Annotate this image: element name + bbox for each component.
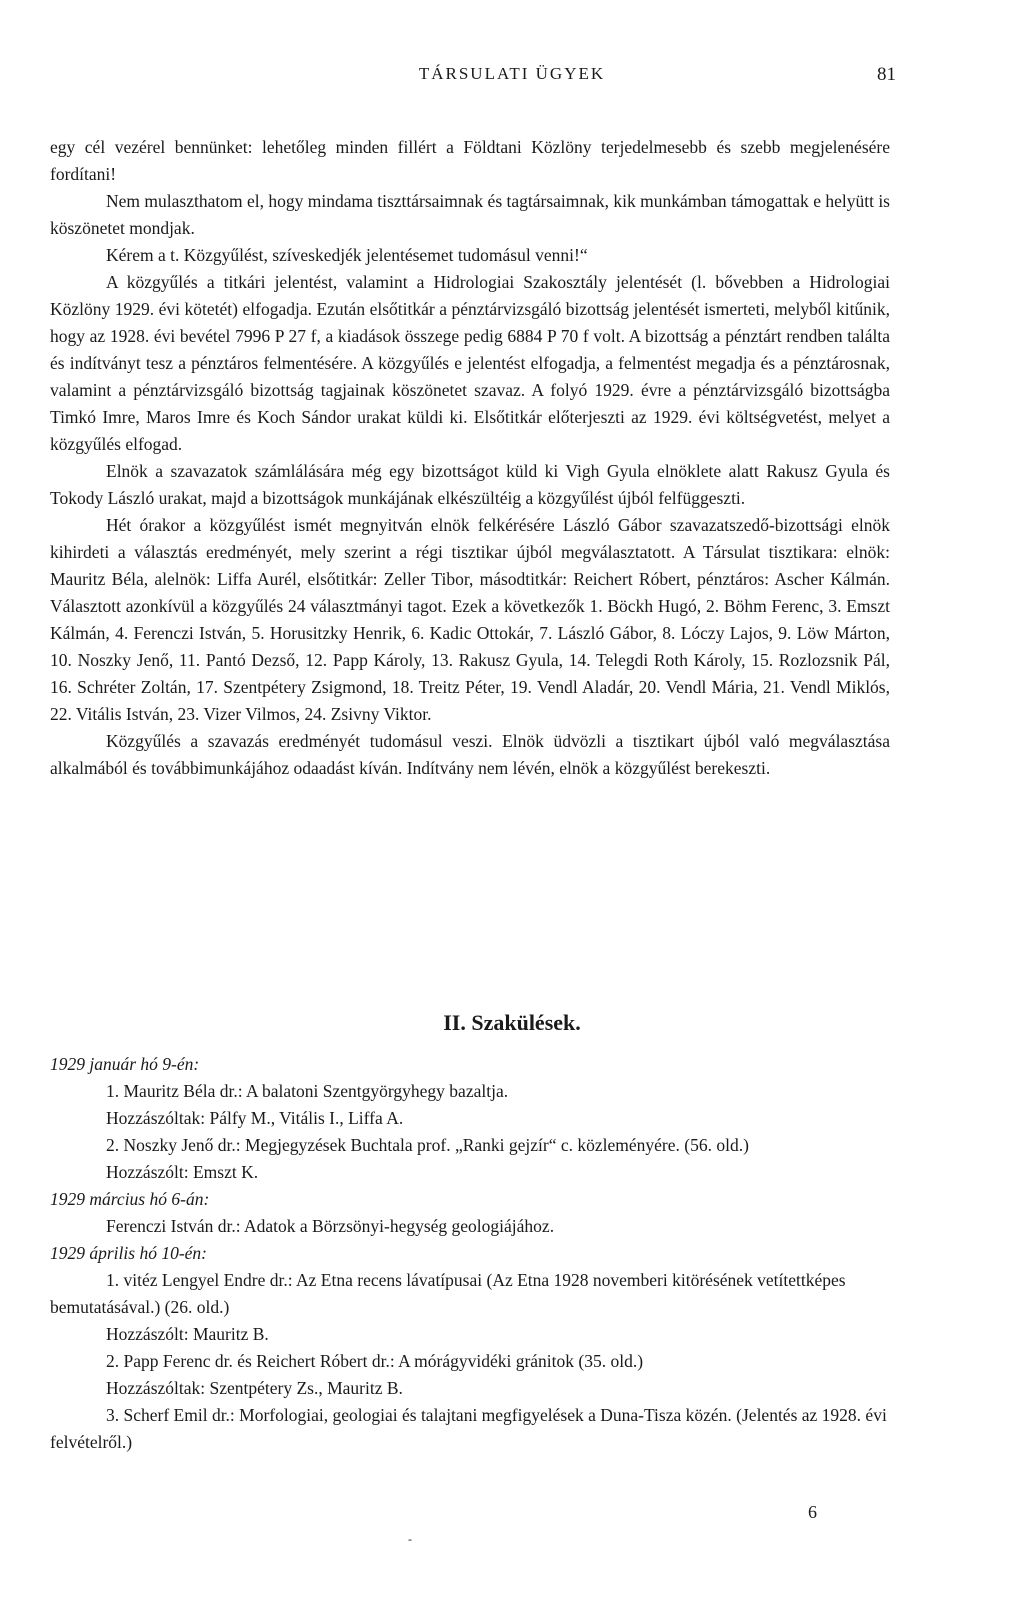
session-item: 1. vitéz Lengyel Endre dr.: Az Etna recens lávatípusai (Az Etna 1928 novemberi kitörésének vetítettképes bemutatásával.) (26. old.) [50,1270,846,1317]
signature-folio: 6 [808,1502,817,1522]
paragraph: A közgyűlés a titkári jelentést, valamint a Hidrologiai Szakosztály jelentését (l. bővebben a Hidrologiai Közlöny 1929. évi kötetét) elfogadja. Ezután elsőtitkár a pénztárvizsgáló bizottság jelentését ismerteti, melyből kitűnik, hogy az 1928. évi bevétel 7996 P 27 f, a kiadások összege pedig 6884 P 70 f volt. A bizottság a pénztárt rendben találta és indítványt tesz a pénztáros felmentésére. A közgyűlés e jelentést elfogadja, a felmentést megadja és a pénztárosnak, valamint a pénztárvizsgáló bizottság tagjainak köszönetet szavaz. A folyó 1929. évre a pénztárvizsgáló bizottságba Timkó Imre, Maros Imre és Koch Sándor urakat küldi ki. Elsőtitkár előterjeszti az 1929. évi költségvetést, melyet a közgyűlés elfogad. [50,272,890,454]
session-item: Hozzászólt: Mauritz B. [106,1324,269,1344]
paragraph: egy cél vezérel bennünket: lehetőleg minden fillért a Földtani Közlöny terjedelmesebb és szebb megjelenésére fordítani! [50,137,890,184]
session-list [50,1051,890,1456]
session-item: Hozzászólt: Emszt K. [106,1162,259,1182]
printer-mark: - [408,1532,412,1546]
session-date: 1929 április hó 10-én: [50,1243,208,1263]
session-item: Ferenczi István dr.: Adatok a Börzsönyi-hegység geologiájához. [106,1216,555,1236]
running-header: TÁRSULATI ÜGYEK [418,64,606,83]
session-item: Hozzászóltak: Szentpétery Zs., Mauritz B. [106,1378,403,1398]
session-item: 2. Noszky Jenő dr.: Megjegyzések Buchtala prof. „Ranki gejzír“ c. közleményére. (56. old.) [106,1135,749,1155]
session-date: 1929 január hó 9-én: [50,1054,200,1074]
paragraph: Közgyűlés a szavazás eredményét tudomásul veszi. Elnök üdvözli a tisztikart újból való megválasztása alkalmából és továbbimunkájához odaadást kíván. Indítvány nem lévén, elnök a közgyűlést berekeszti. [50,731,890,778]
body-text [50,134,890,782]
section-heading: II. Szakülések. [443,1010,581,1035]
session-item: Hozzászóltak: Pálfy M., Vitális I., Liffa A. [106,1108,404,1128]
paragraph: Hét órakor a közgyűlést ismét megnyitván elnök felkérésére László Gábor szavazatszedő-bizottsági elnök kihirdeti a választás eredményét, mely szerint a régi tisztikar újból megválasztatott. A Társulat tisztikara: elnök: Mauritz Béla, alelnök: Liffa Aurél, elsőtitkár: Zeller Tibor, másodtitkár: Reichert Róbert, pénztáros: Ascher Kálmán. Választott azonkívül a közgyűlés 24 választmányi tagot. Ezek a következők 1. Böckh Hugó, 2. Böhm Ferenc, 3. Emszt Kálmán, 4. Ferenczi István, 5. Horusitzky Henrik, 6. Kadic Ottokár, 7. László Gábor, 8. Lóczy Lajos, 9. Löw Márton, 10. Noszky Jenő, 11. Pantó Dezső, 12. Papp Károly, 13. Rakusz Gyula, 14. Telegdi Roth Károly, 15. Rozlozsnik Pál, 16. Schréter Zoltán, 17. Szentpétery Zsigmond, 18. Treitz Péter, 19. Vendl Aladár, 20. Vendl Mária, 21. Vendl Miklós, 22. Vitális István, 23. Vizer Vilmos, 24. Zsivny Viktor. [50,515,890,724]
session-date: 1929 március hó 6-án: [50,1189,210,1209]
paragraph: Kérem a t. Közgyűlést, szíveskedjék jelentésemet tudomásul venni!“ [106,245,588,265]
page-number: 81 [877,64,896,85]
paragraph: Elnök a szavazatok számlálására még egy bizottságot küld ki Vigh Gyula elnöklete alatt Rakusz Gyula és Tokody László urakat, majd a bizottságok munkájának elkészültéig a közgyűlést újból felfüggeszti. [50,461,890,508]
session-item: 3. Scherf Emil dr.: Morfologiai, geologiai és talajtani megfigyelések a Duna-Tisza közén. (Jelentés az 1928. évi felvételről.) [50,1405,887,1452]
session-item: 2. Papp Ferenc dr. és Reichert Róbert dr.: A mórágyvidéki gránitok (35. old.) [106,1351,644,1371]
paragraph: Nem mulaszthatom el, hogy mindama tiszttársaimnak és tagtársaimnak, kik munkámban támogattak e helyütt is köszönetet mondjak. [50,191,890,238]
session-item: 1. Mauritz Béla dr.: A balatoni Szentgyörgyhegy bazaltja. [106,1081,509,1101]
